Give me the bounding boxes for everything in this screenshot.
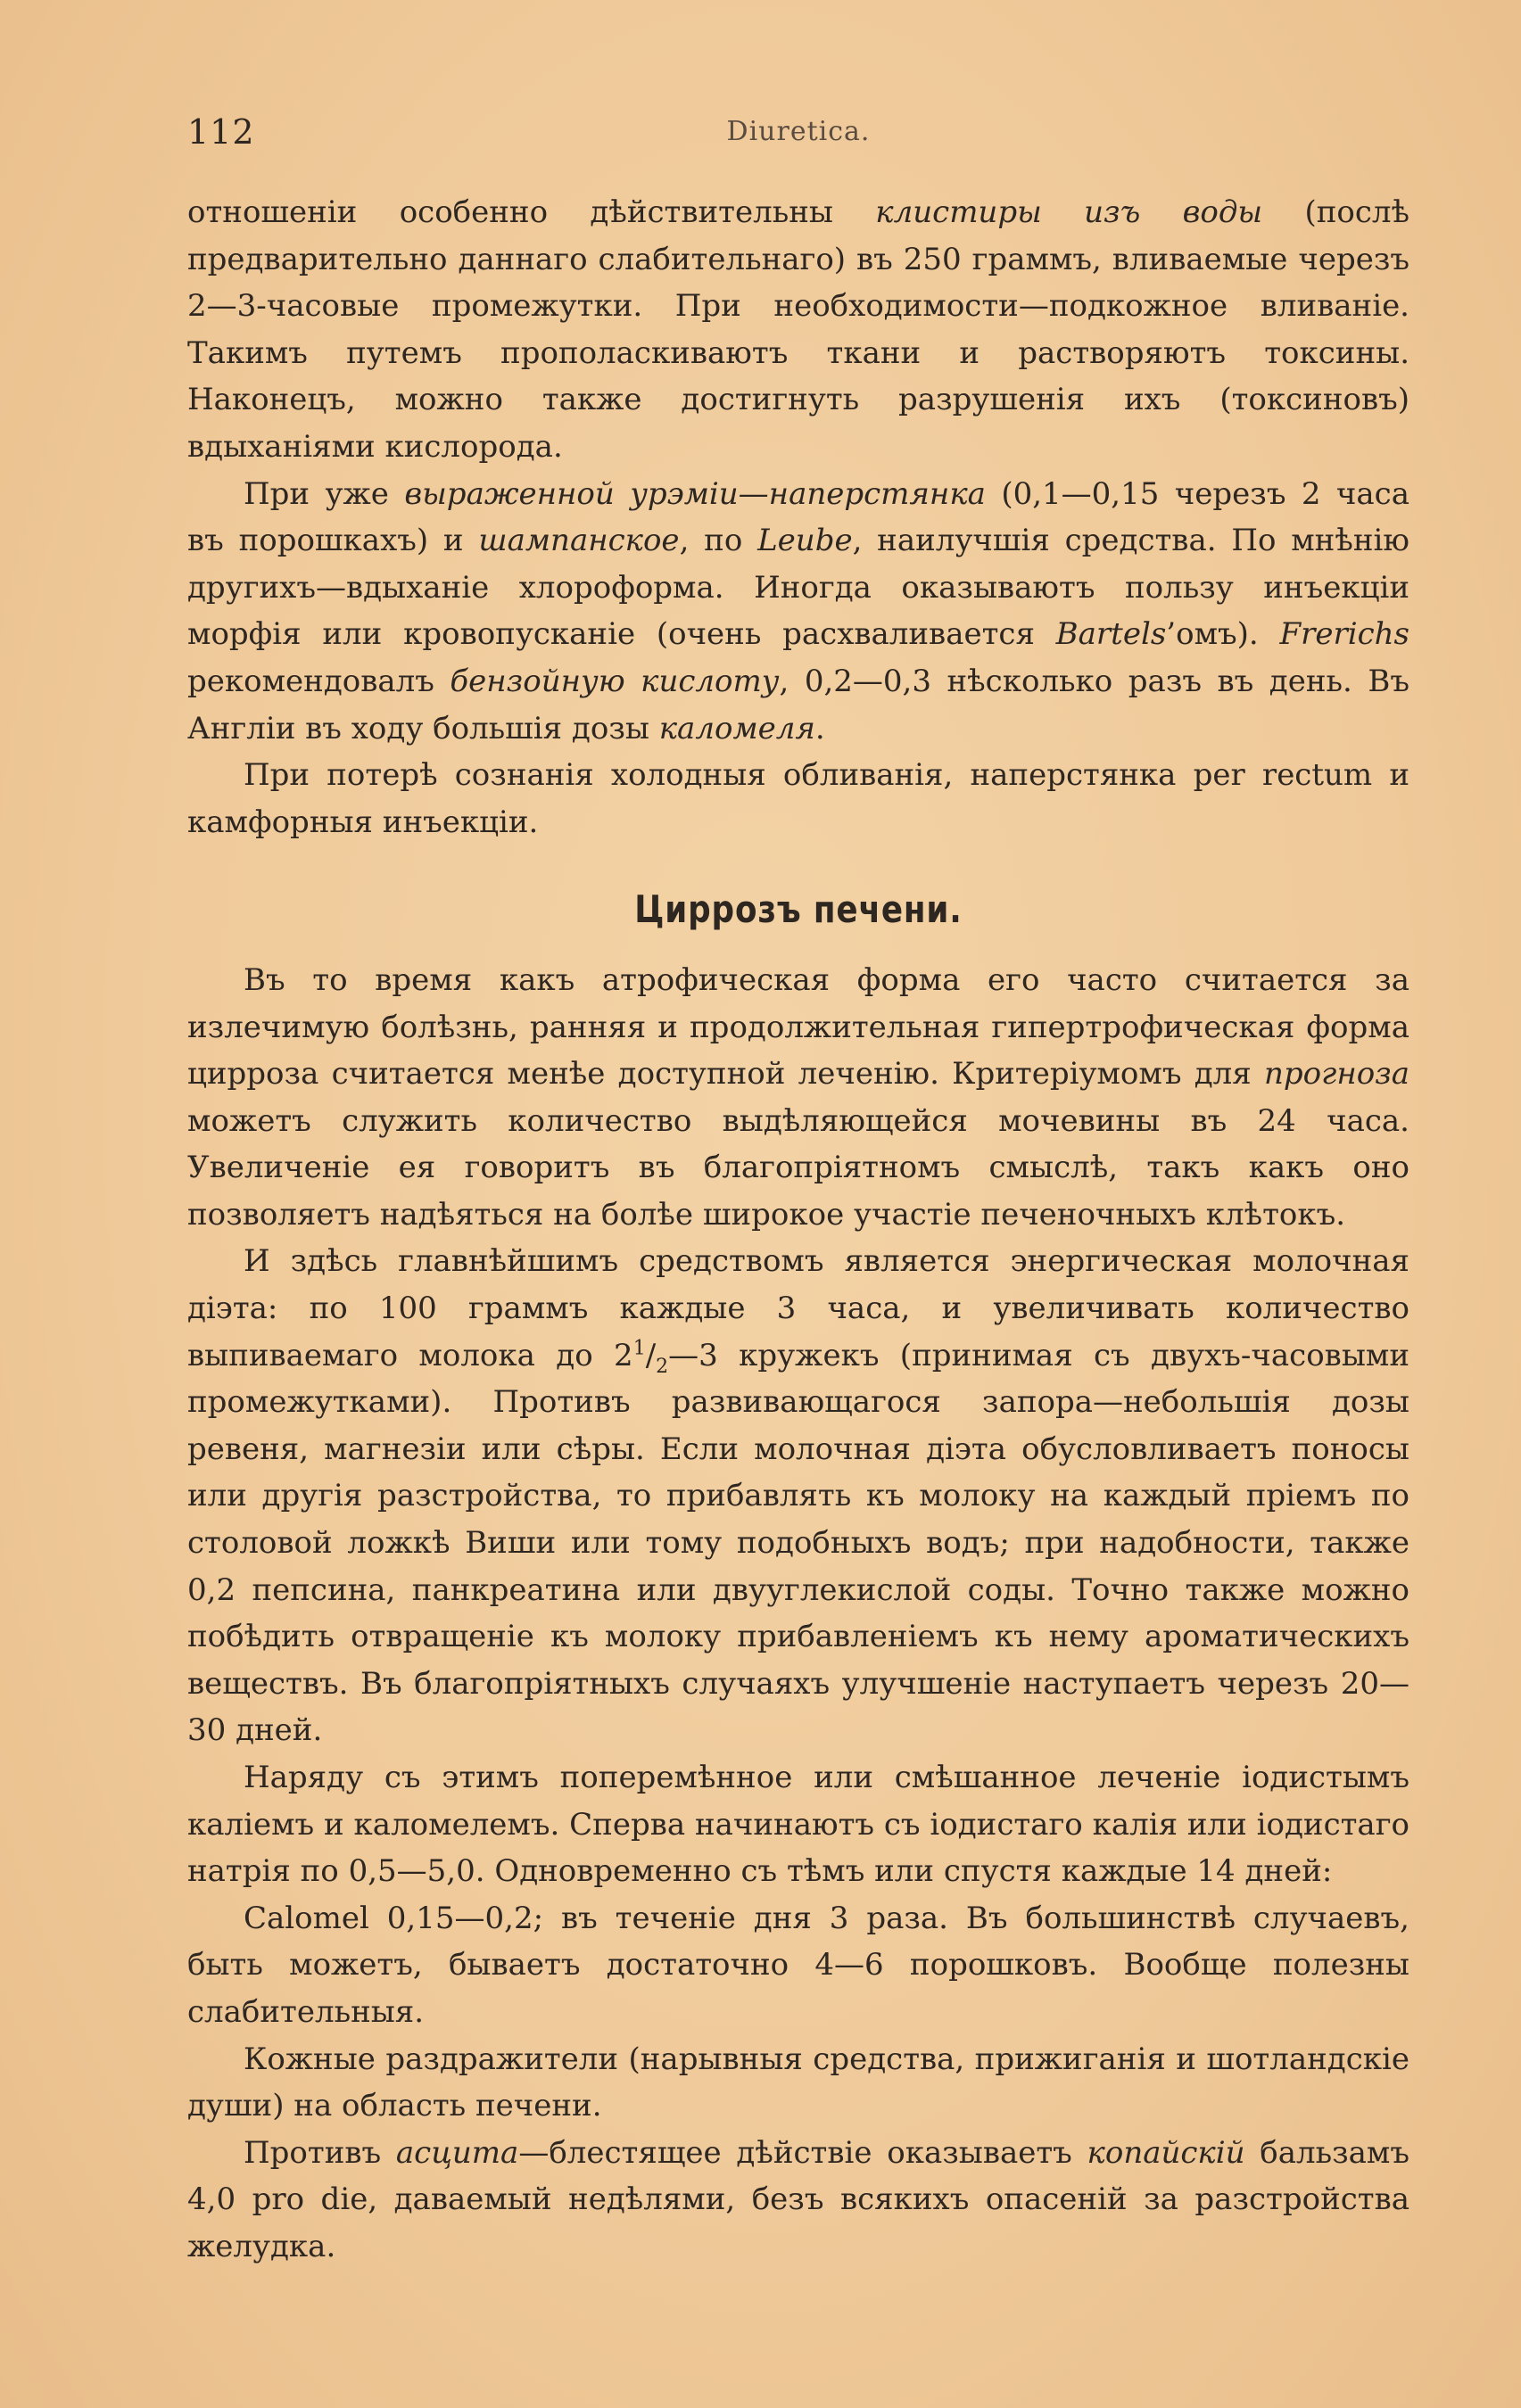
text-run: —блестящее дѣйствіе оказываетъ	[518, 2134, 1087, 2171]
text-run: , 0,2—0,3 нѣсколько разъ въ день. Въ Англіи въ ходу большія дозы	[187, 663, 1409, 746]
text-run: отношеніи особенно дѣйствительны	[187, 194, 876, 230]
paragraph-milk-diet	[187, 1238, 1409, 1754]
italic-term: выраженной урэміи—наперстянка	[404, 475, 986, 512]
section-title: Циррозъ печени.	[634, 887, 963, 932]
text-run: Въ то время какъ атрофическая форма его часто считается за излечимую болѣзнь, ранняя и продолжительная гипертрофическая форма цирроза считается менѣе доступной леченію. Критеріумомъ для	[187, 961, 1409, 1093]
text-run: —3 кружекъ (принимая съ двухъ-часовыми промежутками). Противъ развивающагося запора—небольшія дозы ревеня, магнезіи или сѣры. Если молочная діэта обусловливаетъ поносы или другія разстройства, то прибавлять къ молоку на каждый пріемъ по столовой ложкѣ Виши или тому подобныхъ водъ; при надобности, также 0,2 пепсина, панкреатина или двууглекислой соды. Точно также можно побѣдить отвращеніе къ молоку прибавленіемъ къ нему ароматическихъ веществъ. Въ благопріятныхъ случаяхъ улучшеніе наступаетъ черезъ 20—30 дней.	[187, 1337, 1409, 1749]
text-run: рекомендовалъ	[187, 663, 451, 699]
paragraph-unconscious	[187, 752, 1409, 845]
italic-author: Leube	[757, 523, 853, 559]
body-text	[187, 189, 1409, 2271]
italic-term: клистиры изъ воды	[875, 194, 1263, 230]
italic-author: Bartels	[1055, 616, 1167, 653]
paragraph-klistiry	[187, 189, 1409, 471]
text-run: Противъ	[244, 2134, 396, 2171]
text-run: При уже	[244, 475, 405, 512]
page-number: 112	[187, 112, 255, 152]
text-run: можетъ служить количество выдѣляющейся мочевины въ 24 часа. Увеличеніе ея говоритъ въ благопріятномъ смыслѣ, такъ какъ оно позволяетъ надѣяться на болѣе широкое участіе печеночныхъ клѣтокъ.	[187, 1102, 1409, 1233]
italic-term: шампанское	[478, 523, 680, 559]
italic-term: прогноза	[1264, 1056, 1409, 1093]
paragraph-iodide	[187, 1754, 1409, 1895]
text-run: (0,1—0,15 черезъ 2 часа въ порошкахъ) и	[187, 475, 1409, 559]
italic-author: Frerichs	[1279, 616, 1409, 653]
running-title: Diuretica.	[726, 116, 871, 147]
italic-term: копайскій	[1087, 2134, 1245, 2171]
text-run: Кожные раздражители (нарывныя средства, прижиганія и шотландскіе души) на область печени.	[187, 2041, 1409, 2124]
text-run: , по	[679, 523, 758, 559]
text-run: При потерѣ сознанія холодныя обливанія, наперстянка per rectum и камфорныя инъекціи.	[187, 757, 1409, 840]
page-header	[187, 112, 1409, 166]
italic-term: асцита	[395, 2134, 519, 2171]
fraction-slash: /	[645, 1337, 657, 1373]
italic-term: каломеля	[658, 710, 815, 746]
fraction-numerator: 1	[632, 1337, 646, 1360]
text-run: Наряду съ этимъ поперемѣнное или смѣшанное леченіе іодистымъ каліемъ и каломелемъ. Сперва начинаютъ съ іодистаго калія или іодистаго натрія по 0,5—5,0. Одновременно съ тѣмъ или спустя каждые 14 дней:	[187, 1760, 1409, 1890]
text-run: (послѣ предварительно даннаго слабительнаго) въ 250 граммъ, вливаемые черезъ 2—3-часовые промежутки. При необходимости—подкожное вливаніе. Такимъ путемъ прополаскиваютъ ткани и растворяютъ токсины. Наконецъ, можно также достигнуть разрушенія ихъ (токсиновъ) вдыханіями кислорода.	[187, 194, 1410, 465]
paragraph-uremia	[187, 471, 1409, 753]
paragraph-skin-irritants	[187, 2036, 1409, 2130]
text-run: Calomel 0,15—0,2; въ теченіе дня 3 раза. Въ большинствѣ случаевъ, быть можетъ, бываетъ достаточно 4—6 порошковъ. Вообще полезны слабительныя.	[187, 1900, 1409, 2030]
text-run: И здѣсь главнѣйшимъ средствомъ является энергическая молочная діэта: по 100 граммъ каждые 3 часа, и увеличивать количество выпиваемаго молока до 2	[187, 1243, 1409, 1373]
paragraph-calomel	[187, 1895, 1409, 2036]
fraction-denominator: 2	[656, 1355, 669, 1378]
text-run: .	[814, 710, 825, 746]
paragraph-ascites	[187, 2130, 1409, 2271]
italic-term: бензойную кислоту	[450, 663, 780, 699]
paragraph-cirrhosis-forms	[187, 957, 1409, 1239]
text-run: бальзамъ 4,0 pro die, даваемый недѣлями, безъ всякихъ опасеній за разстройства желудка.	[187, 2134, 1409, 2264]
text-run: , наилучшія средства. По мнѣнію другихъ—вдыханіе хлороформа. Иногда оказываютъ пользу инъекціи морфія или кровопусканіе (очень расхваливается	[187, 523, 1409, 653]
text-run: ’омъ).	[1166, 616, 1280, 653]
